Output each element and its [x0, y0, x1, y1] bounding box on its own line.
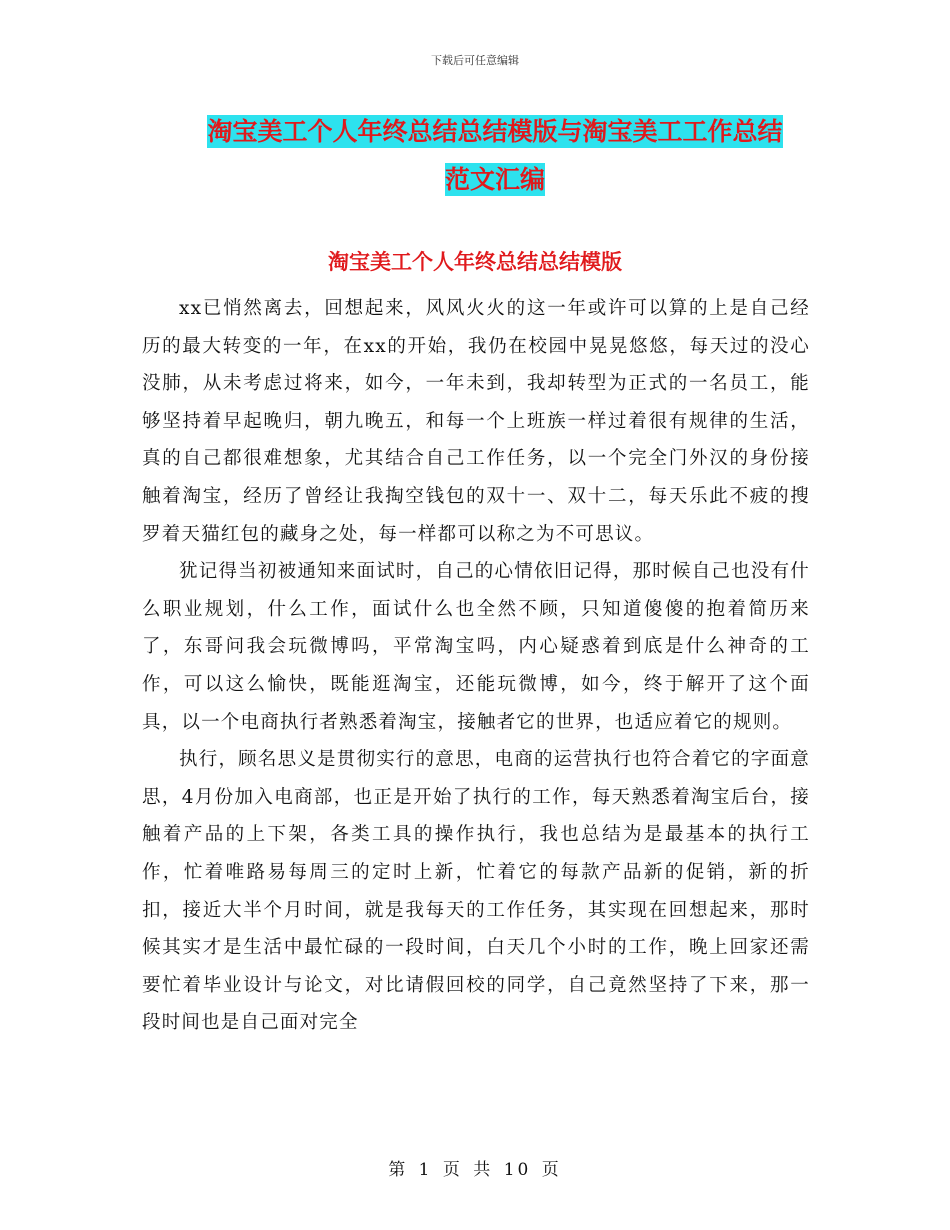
document-title-line-2: 范文汇编 — [444, 165, 545, 194]
paragraph-3: 执行，顾名思义是贯彻实行的意思，电商的运营执行也符合着它的字面意思，4月份加入电商部，也正是开始了执行的工作，每天熟悉着淘宝后台，接触着产品的上下架，各类工具的操作执行，我也总结为是最基本的执行工作，忙着唯路易每周三的定时上新，忙着它的每款产品新的促销，新的折扣，接近大半个月时间，就是我每天的工作任务，其实现在回想起来，那时候其实才是生活中最忙碌的一段时间，白天几个小时的工作，晚上回家还需要忙着毕业设计与论文，对比请假回校的同学，自己竟然坚持了下来，那一段时间也是自己面对完全 — [142, 749, 810, 1034]
document-title-line-1: 淘宝美工个人年终总结总结模版与淘宝美工工作总结 — [207, 117, 783, 146]
paragraph-1: xx已悄然离去，回想起来，风风火火的这一年或许可以算的上是自己经历的最大转变的一年，在xx的开始，我仍在校园中晃晃悠悠，每天过的没心没肺，从未考虑过将来，如今，一年未到，我却转型为正式的一名员工，能够坚持着早起晚归，朝九晚五，和每一个上班族一样过着很有规律的生活，真的自己都很难想象，尤其结合自己工作任务，以一个完全门外汉的身份接触着淘宝，经历了曾经让我掏空钱包的双十一、双十二，每天乐此不疲的搜罗着天猫红包的藏身之处，每一样都可以称之为不可思议。 — [142, 298, 810, 545]
section-title: 淘宝美工个人年终总结总结模版 — [328, 249, 622, 274]
page-header: 下载后可任意编辑 — [431, 54, 519, 67]
paragraph-2: 犹记得当初被通知来面试时，自己的心情依旧记得，那时候自己也没有什么职业规划，什么工作，面试什么也全然不顾，只知道傻傻的抱着简历来了，东哥问我会玩微博吗，平常淘宝吗，内心疑惑着到底是什么神奇的工作，可以这么愉快，既能逛淘宝，还能玩微博，如今，终于解开了这个面具，以一个电商执行者熟悉着淘宝，接触者它的世界，也适应着它的规则。 — [142, 561, 810, 733]
body-text — [142, 290, 810, 1042]
page-number: 第 1 页 共 10 页 — [388, 1160, 562, 1180]
document-title — [150, 108, 840, 204]
